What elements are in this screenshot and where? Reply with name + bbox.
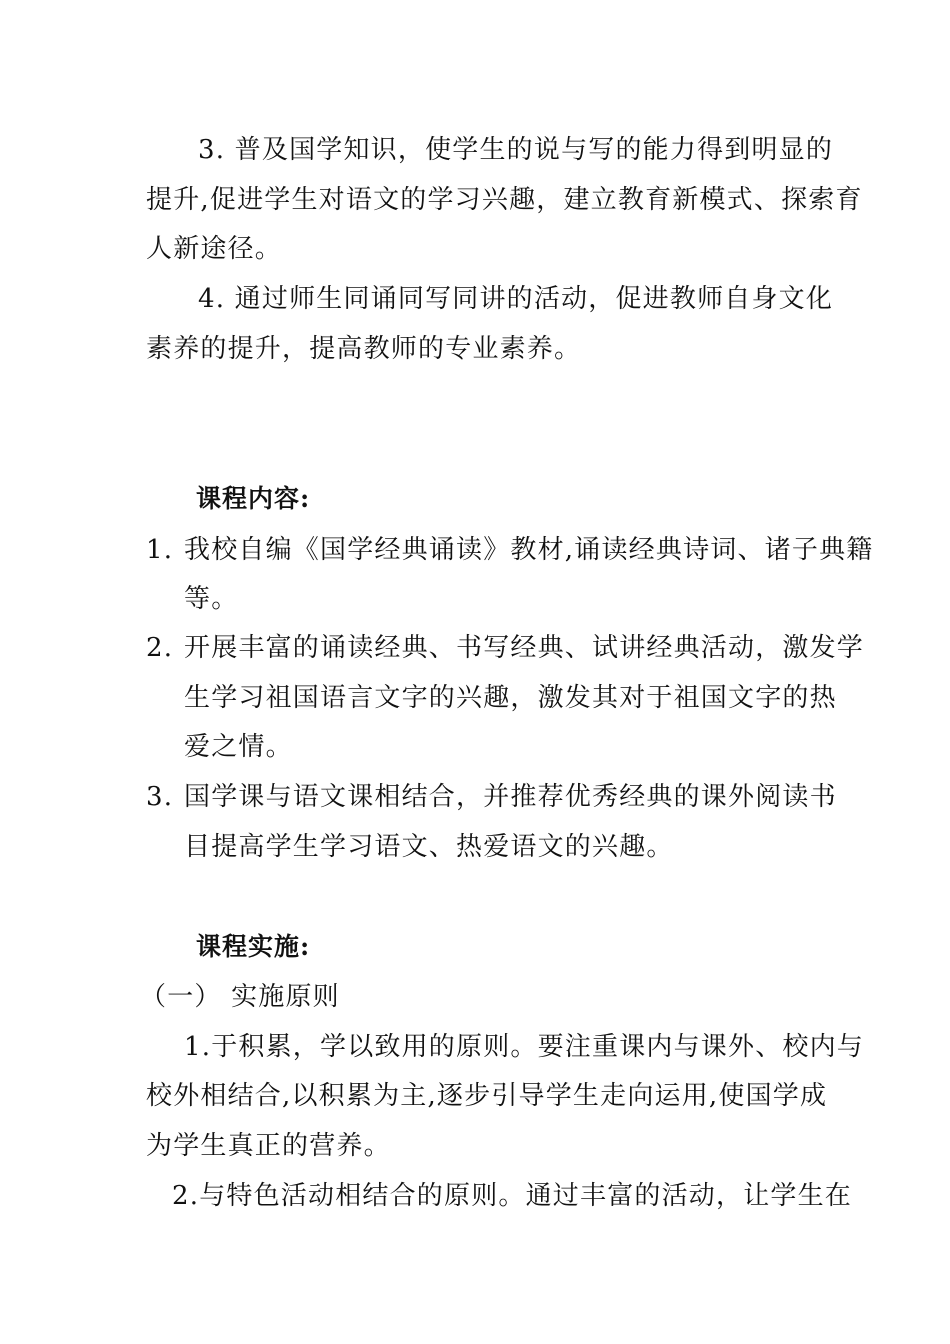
goal-4-line-1: 4. 通过师生同诵同写同讲的活动，促进教师自身文化	[198, 284, 834, 314]
principle-1-line-2: 校外相结合,以积累为主,逐步引导学生走向运用,使国学成	[146, 1081, 828, 1111]
content-item-2-number: 2.	[146, 633, 174, 663]
content-item-3-line-2: 目提高学生学习语文、热爱语文的兴趣。	[184, 832, 674, 862]
principle-1-line-1: 1.于积累，学以致用的原则。要注重课内与课外、校内与	[184, 1032, 865, 1062]
principle-2-line-1: 2.与特色活动相结合的原则。通过丰富的活动，让学生在	[172, 1181, 853, 1211]
principle-1-line-3: 为学生真正的营养。	[146, 1131, 391, 1161]
section-heading-content: 课程内容:	[196, 484, 311, 513]
section-heading-implementation: 课程实施:	[196, 932, 311, 961]
content-item-1-line-2: 等。	[184, 584, 239, 614]
content-item-3-line-1: 国学课与语文课相结合，并推荐优秀经典的课外阅读书	[184, 782, 837, 812]
goal-3-line-3: 人新途径。	[146, 234, 283, 264]
content-item-2-line-1: 开展丰富的诵读经典、书写经典、试讲经典活动，激发学	[184, 633, 865, 663]
goal-4-line-2: 素养的提升，提高教师的专业素养。	[146, 334, 582, 364]
content-item-1-line-1: 我校自编《国学经典诵读》教材,诵读经典诗词、诸子典籍	[184, 535, 874, 565]
content-item-2-line-3: 爱之情。	[184, 732, 293, 762]
content-item-3-number: 3.	[146, 782, 174, 812]
subsection-title-principles: （一） 实施原则	[140, 982, 340, 1012]
goal-3-line-2: 提升,促进学生对语文的学习兴趣，建立教育新模式、探索育	[146, 185, 863, 215]
content-item-2-line-2: 生学习祖国语言文字的兴趣，激发其对于祖国文字的热	[184, 683, 837, 713]
goal-3-line-1: 3. 普及国学知识，使学生的说与写的能力得到明显的	[198, 135, 834, 165]
content-item-1-number: 1.	[146, 535, 174, 565]
